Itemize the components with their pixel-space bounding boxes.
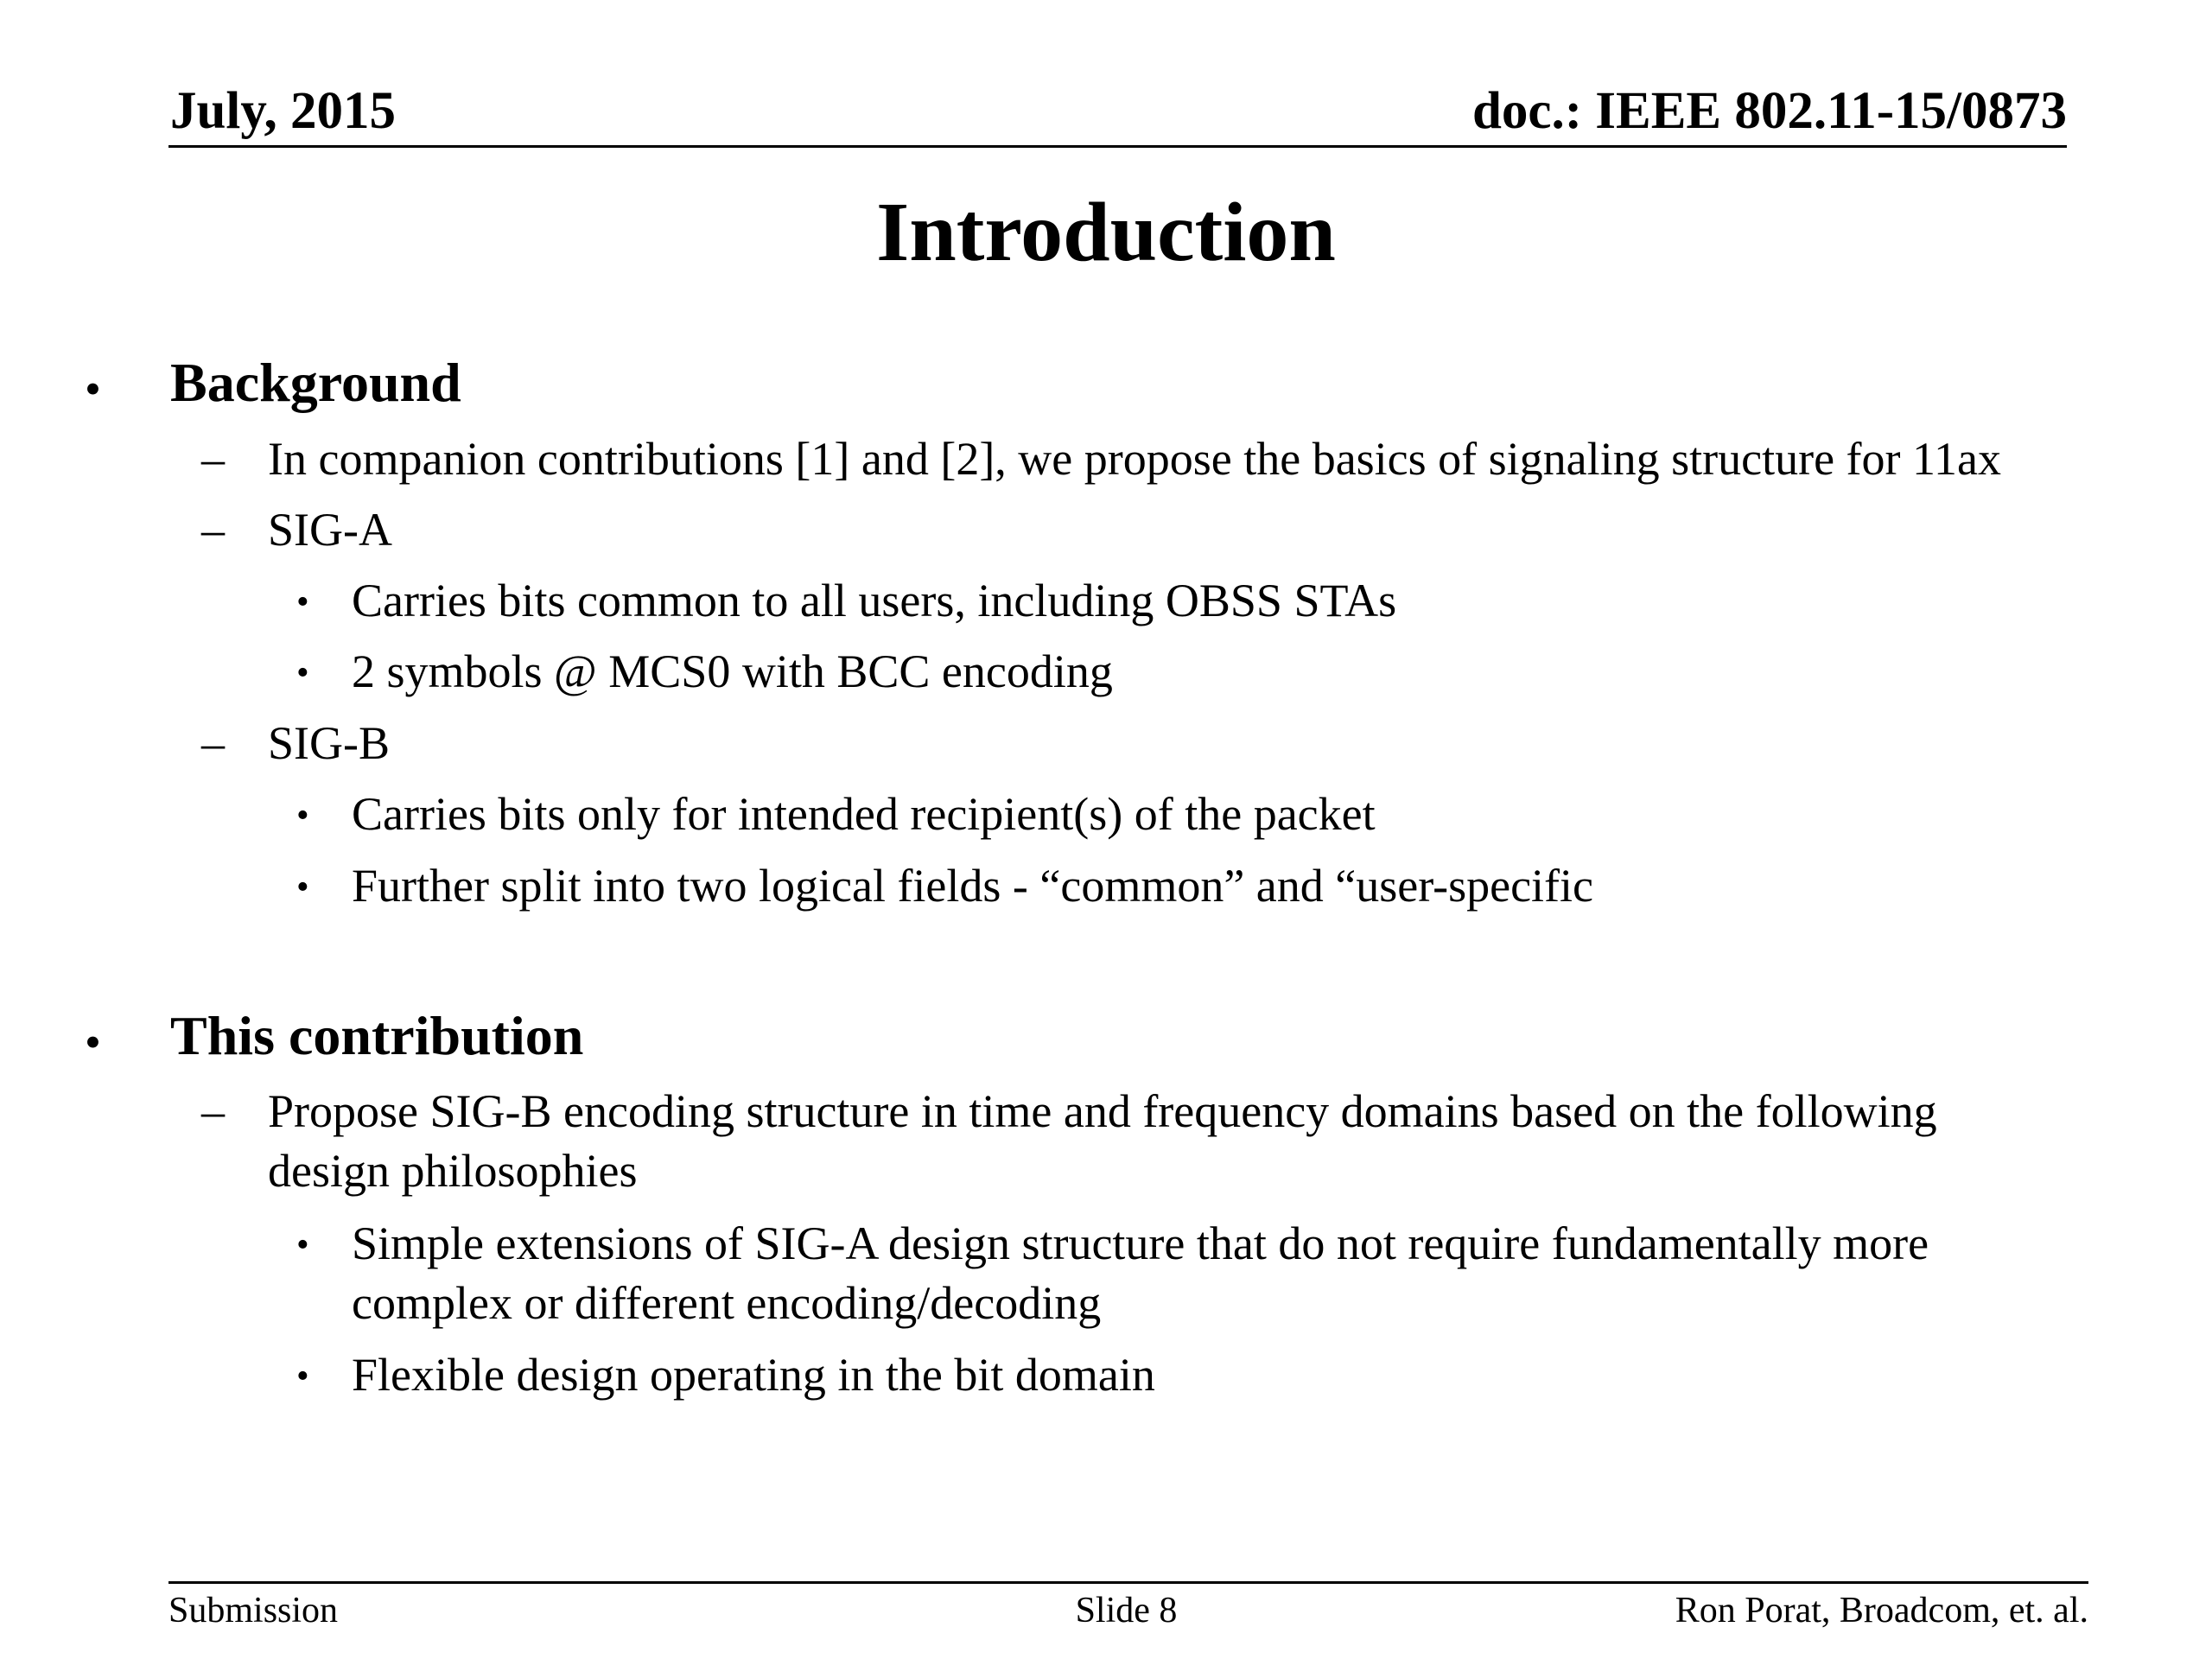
bullet-marker: • [296,868,309,907]
dash-marker: – [201,717,225,769]
list-item-sig-b-fields: Further split into two logical fields - “common” and “user-specific [352,860,1594,912]
bullet-marker: • [85,1016,101,1068]
footer-slide-number: Slide 8 [1075,1591,1178,1630]
bullet-marker: • [296,1357,309,1396]
footer-author: Ron Porat, Broadcom, et. al. [1675,1591,2088,1630]
list-item-sig-b: SIG-B [268,717,391,769]
dash-marker: – [201,1085,225,1137]
list-item-simple-extensions-continued: complex or different encoding/decoding [352,1277,1102,1329]
dash-marker: – [201,504,225,556]
list-item-simple-extensions: Simple extensions of SIG-A design structure that do not require fundamentally more [352,1217,1929,1269]
bullet-marker: • [296,796,309,836]
bullet-marker: • [296,1225,309,1265]
dash-marker: – [201,433,225,485]
list-item-propose: Propose SIG-B encoding structure in time and frequency domains based on the following [268,1085,1937,1137]
bullet-marker: • [296,653,309,693]
header-doc-id: doc.: IEEE 802.11-15/0873 [1471,82,2067,140]
list-item-sig-a-common: Carries bits common to all users, including OBSS STAs [352,575,1397,626]
footer-divider [168,1581,2088,1584]
bullet-marker: • [85,363,101,415]
header-divider [168,145,2067,148]
list-item-flexible-design: Flexible design operating in the bit domain [352,1349,1155,1401]
slide-title: Introduction [876,186,1336,279]
list-item-companion: In companion contributions [1] and [2], we propose the basics of signaling structure for 11ax [268,433,2001,485]
list-item-sig-a-symbols: 2 symbols @ MCS0 with BCC encoding [352,645,1113,697]
bullet-marker: • [296,582,309,622]
list-item-sig-a: SIG-A [268,504,392,556]
list-item-propose-continued: design philosophies [268,1145,638,1197]
bullet-heading-background: Background [170,352,461,413]
header-date: July, 2015 [170,82,397,140]
list-item-sig-b-recipients: Carries bits only for intended recipient(s) of the packet [352,788,1376,840]
footer-submission: Submission [168,1591,339,1630]
bullet-heading-contribution: This contribution [170,1005,584,1066]
